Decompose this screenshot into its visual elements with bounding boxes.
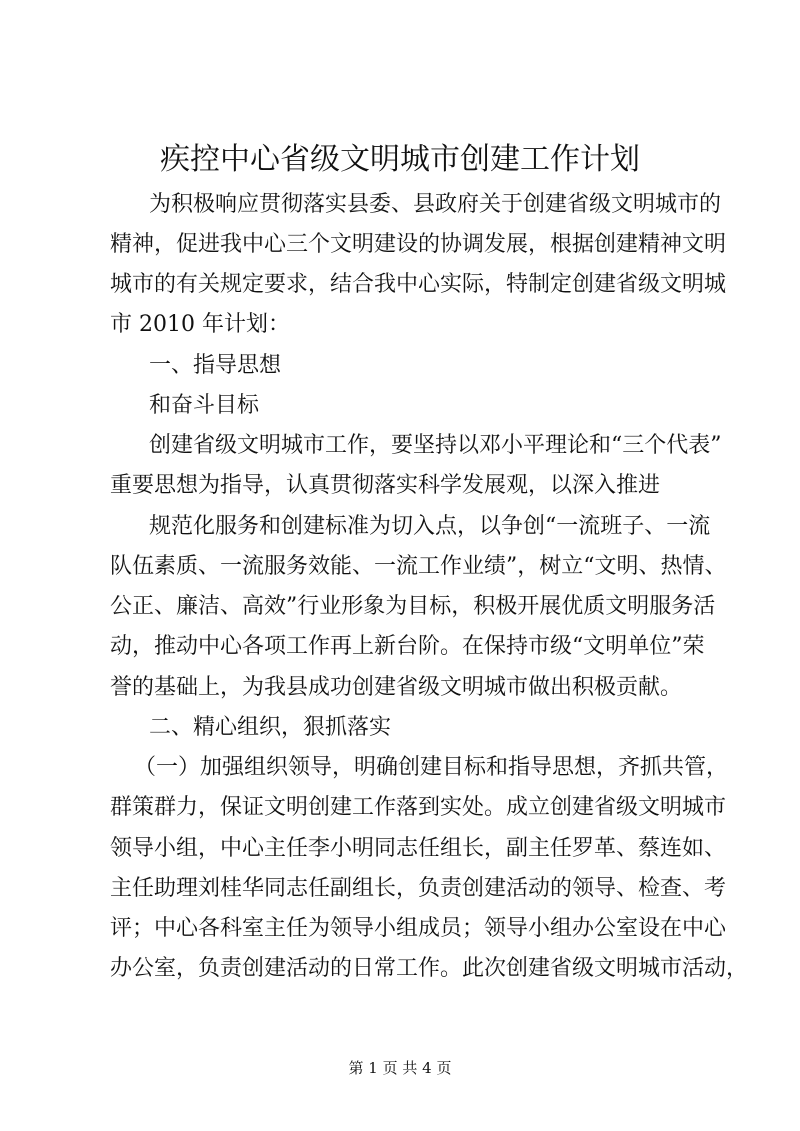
paragraph-line: 队伍素质、一流服务效能、一流工作业绩”，树立“文明、热情、 <box>110 554 727 579</box>
paragraph-line: （一）加强组织领导，明确创建目标和指导思想，齐抓共管， <box>134 755 729 780</box>
paragraph-line: 市 2010 年计划： <box>110 312 290 337</box>
paragraph-line: 重要思想为指导，认真贯彻落实科学发展观，以深入推进 <box>110 473 661 498</box>
page-footer: 第 1 页 共 4 页 <box>348 1059 452 1077</box>
paragraph-line: 领导小组，中心主任李小明同志任组长，副主任罗革、蔡连如、 <box>110 836 727 861</box>
paragraph-line: 动，推动中心各项工作再上新台阶。在保持市级“文明单位”荣 <box>110 634 705 659</box>
section-heading: 二、精心组织，狠抓落实 <box>149 715 392 740</box>
paragraph-line: 精神，促进我中心三个文明建设的协调发展，根据创建精神文明 <box>110 232 727 257</box>
paragraph-line: 和奋斗目标 <box>149 393 260 418</box>
paragraph-line: 办公室，负责创建活动的日常工作。此次创建省级文明城市活动， <box>110 956 749 981</box>
paragraph-line: 誉的基础上，为我县成功创建省级文明城市做出积极贡献。 <box>110 675 683 700</box>
paragraph-line: 规范化服务和创建标准为切入点，以争创“一流班子、一流 <box>149 514 711 539</box>
section-heading: 一、指导思想 <box>149 353 282 378</box>
paragraph-line: 城市的有关规定要求，结合我中心实际，特制定创建省级文明城 <box>110 272 727 297</box>
paragraph-line: 创建省级文明城市工作，要坚持以邓小平理论和“三个代表” <box>149 433 722 458</box>
paragraph-line: 评；中心各科室主任为领导小组成员；领导小组办公室设在中心 <box>110 916 727 941</box>
paragraph-line: 为积极响应贯彻落实县委、县政府关于创建省级文明城市的 <box>149 192 722 217</box>
paragraph-line: 主任助理刘桂华同志任副组长，负责创建活动的领导、检查、考 <box>110 876 727 901</box>
paragraph-line: 公正、廉洁、高效”行业形象为目标，积极开展优质文明服务活 <box>110 594 716 619</box>
document-title: 疾控中心省级文明城市创建工作计划 <box>160 142 640 177</box>
paragraph-line: 群策群力，保证文明创建工作落到实处。成立创建省级文明城市 <box>110 795 727 820</box>
